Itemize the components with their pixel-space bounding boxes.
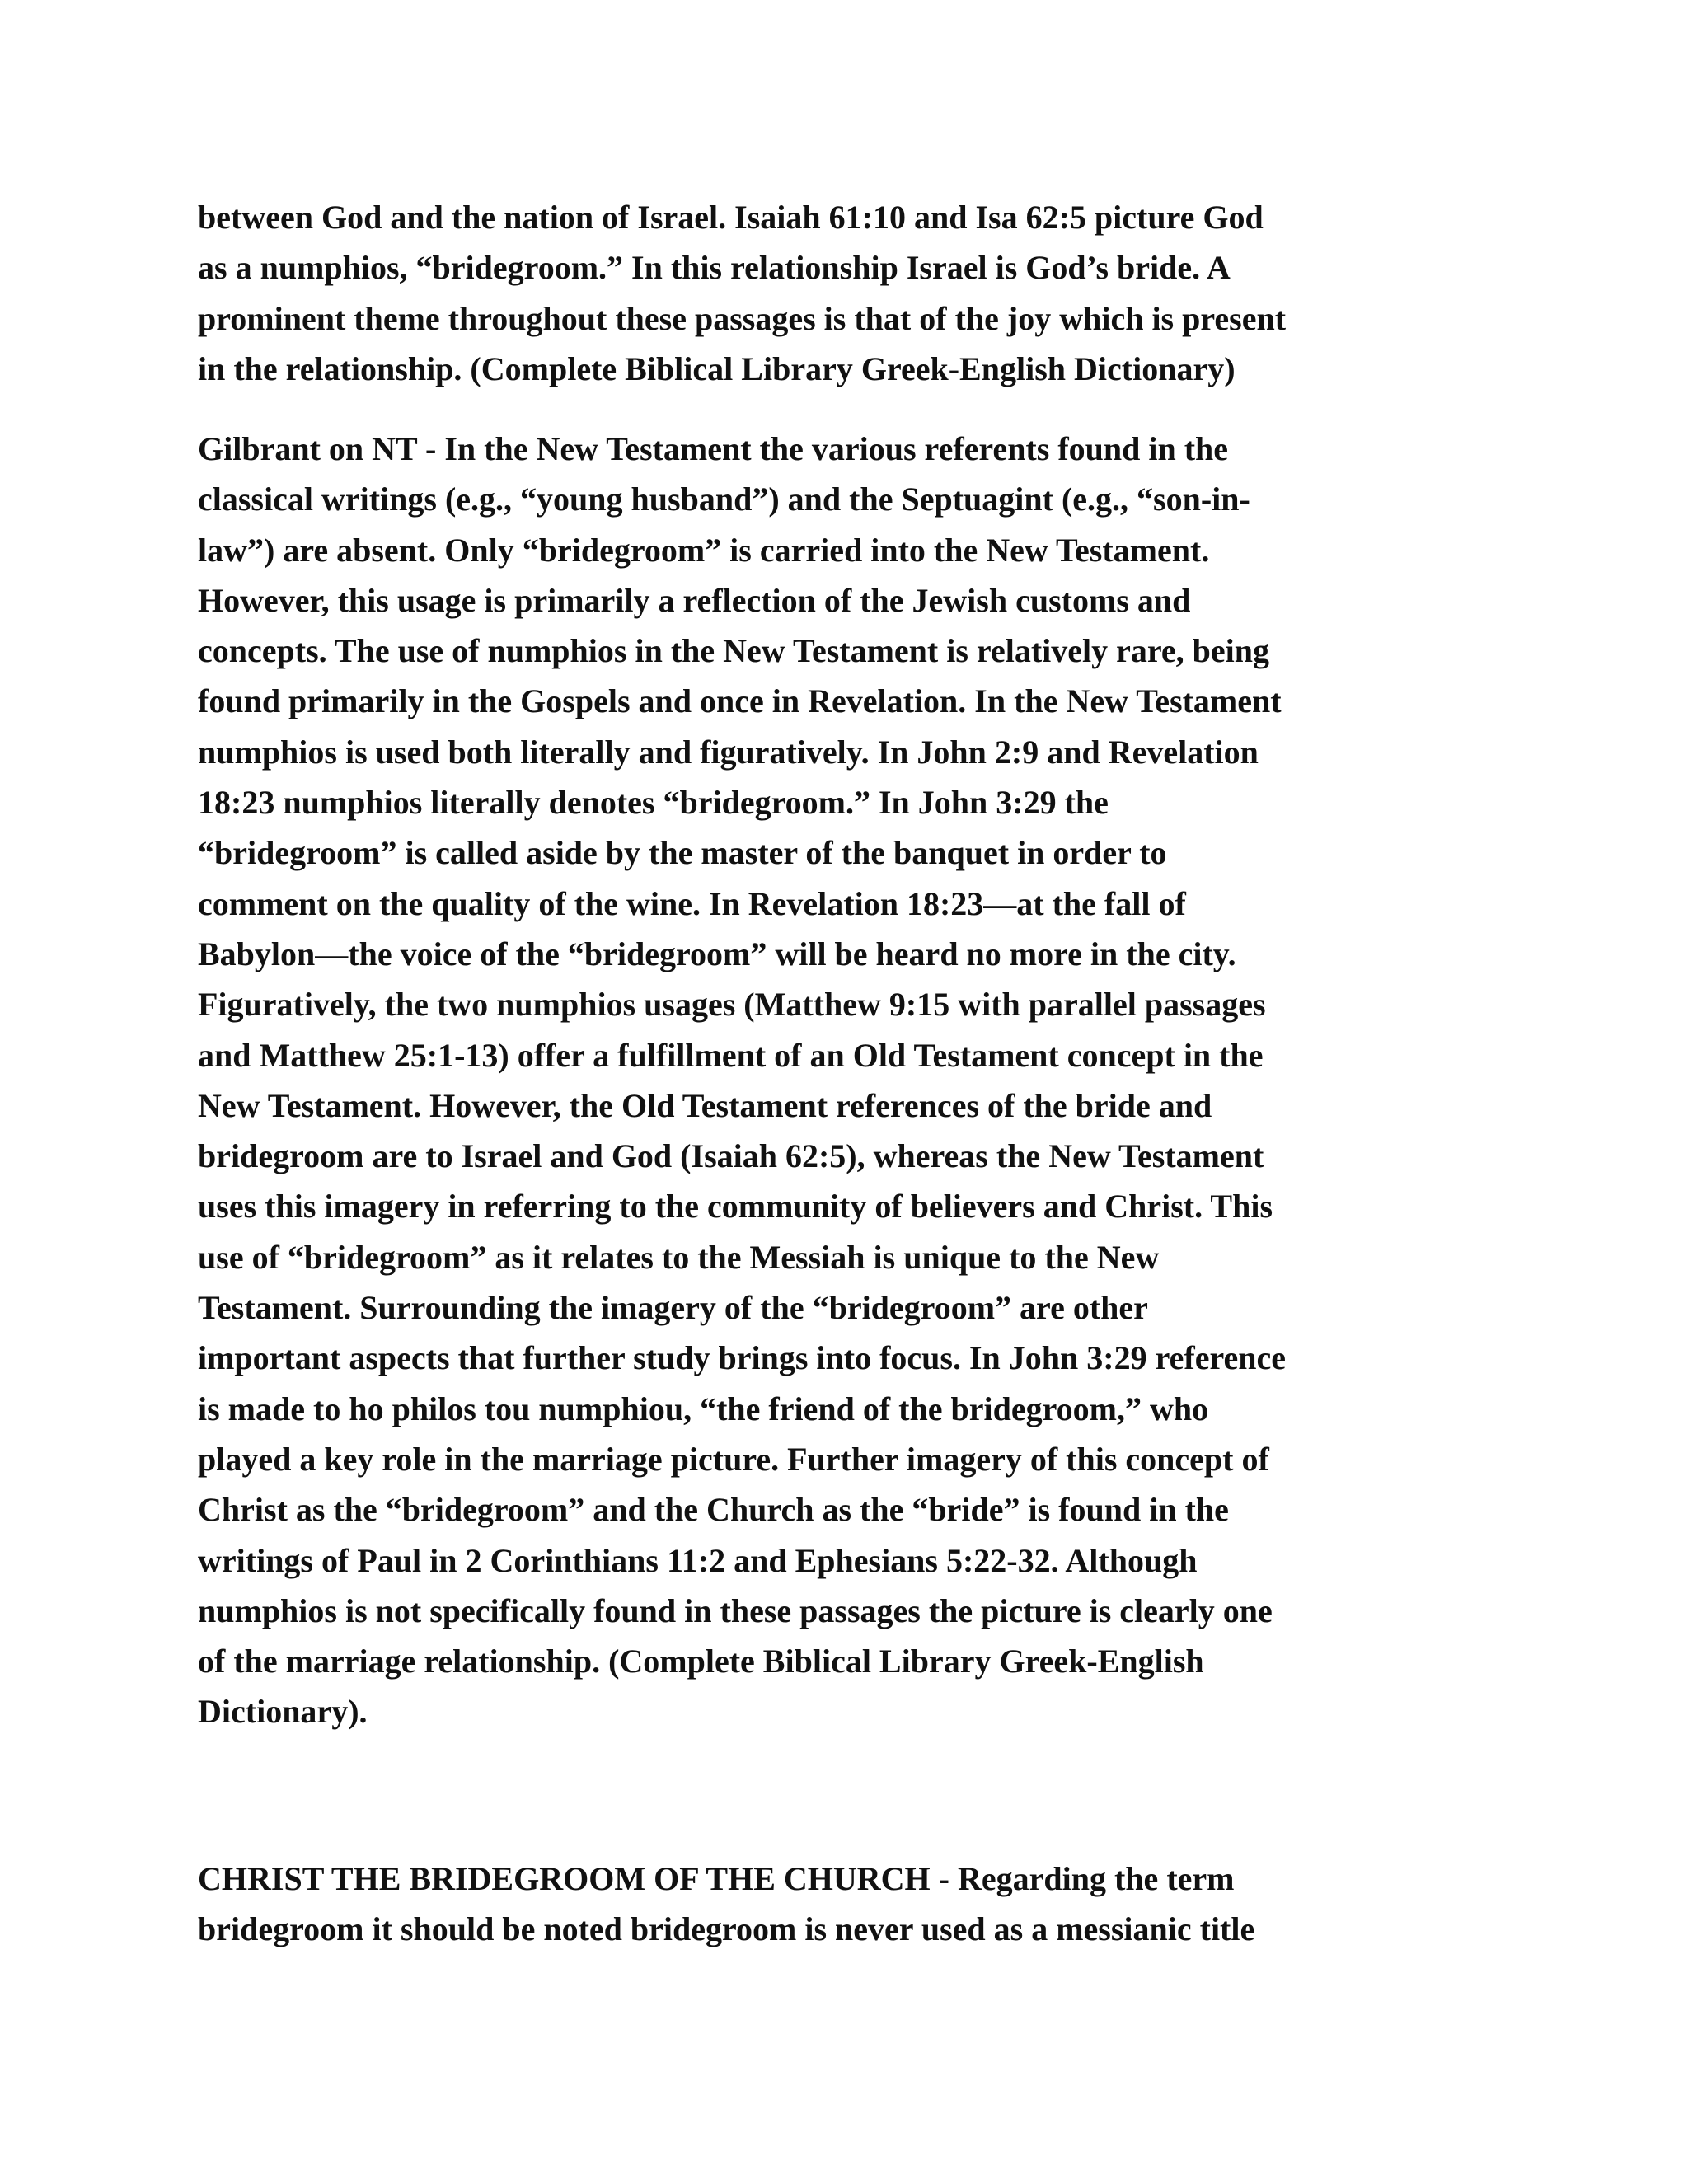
paragraph-christ-the-bridegroom bbox=[198, 1854, 1496, 1955]
paragraph-text: Gilbrant on NT - In the New Testament the various referents found in the classical writings (e.g., “young husband”) and the Septuagint (e.g., “son-in- law”) are absent. Only “bridegroom” is carried into the New Testament. However, this usage is primarily a reflection of the Jewish customs and concepts. The use of numphios in the New Testament is relatively rare, being found primarily in the Gospels and once in Revelation. In the New Testament numphios is used both literally and figuratively. In John 2:9 and Revelation 18:23 numphios literally denotes “bridegroom.” In John 3:29 the “bridegroom” is called aside by the master of the banquet in order to comment on the quality of the wine. In Revelation 18:23—at the fall of Babylon—the voice of the “bridegroom” will be heard no more in the city. Figuratively, the two numphios usages (Matthew 9:15 with parallel passages and Matthew 25:1-13) offer a fulfillment of an Old Testament concept in the New Testament. However, the Old Testament references of the bride and bridegroom are to Israel and God (Isaiah 62:5), whereas the New Testament uses this imagery in referring to the community of believers and Christ. This use of “bridegroom” as it relates to the Messiah is unique to the New Testament. Surrounding the imagery of the “bridegroom” are other important aspects that further study brings into focus. In John 3:29 reference is made to ho philos tou numphiou, “the friend of the bridegroom,” who played a key role in the marriage picture. Further imagery of this concept of Christ as the “bridegroom” and the Church as the “bride” is found in the writings of Paul in 2 Corinthians 11:2 and Ephesians 5:22-32. Although numphios is not specifically found in these passages the picture is clearly one of the marriage relationship. (Complete Biblical Library Greek-English Dictionary). bbox=[198, 430, 1286, 1731]
paragraph-text: CHRIST THE BRIDEGROOM OF THE CHURCH - Regarding the term bridegroom it should be noted bridegroom is never used as a messianic title bbox=[198, 1860, 1255, 1948]
paragraph-text: between God and the nation of Israel. Isaiah 61:10 and Isa 62:5 picture God as a numphios, “bridegroom.” In this relationship Israel is God’s bride. A prominent theme throughout these passages is that of the joy which is present in the relationship. (Complete Biblical Library Greek-English Dictionary) bbox=[198, 199, 1287, 387]
paragraph-gilbrant-on-nt bbox=[198, 424, 1496, 1737]
paragraph-old-testament-bridegroom bbox=[198, 192, 1496, 394]
